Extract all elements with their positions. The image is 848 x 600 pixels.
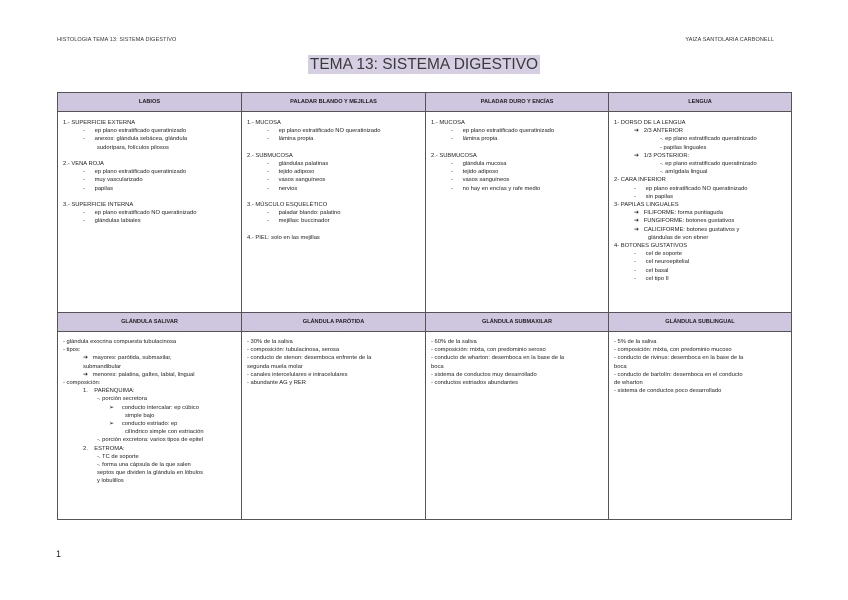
cell-line: cilíndrico simple con estriación — [125, 429, 204, 436]
cell-line: - vasos sanguíneos — [267, 177, 326, 184]
cell-line: ➔ 2/3 ANTERIOR — [634, 128, 683, 135]
cell-line: - tejido adiposo — [451, 169, 499, 176]
content-row-2 — [58, 332, 792, 520]
cell-line — [247, 193, 420, 201]
cell-line: - muy vascularizado — [83, 177, 143, 184]
cell-line: - ep plano estratificado queratinizado — [83, 128, 187, 135]
cell-line: 1. PARÉNQUIMA: — [83, 388, 135, 395]
cell-line: 3.- SUPERFICIE INTERNA — [63, 202, 134, 209]
cell-line: - conductos estriados abundantes — [431, 380, 519, 387]
cell-line: 2.- SUBMUCOSA — [247, 152, 293, 159]
cell-line: ➔ FILIFORME: forma puntiaguda — [634, 210, 723, 217]
running-header-left: HISTOLOGIA TEMA 13: SISTEMA DIGESTIVO — [57, 37, 177, 43]
cell-line: - glándula mucosa — [451, 161, 507, 168]
cell-line: - composición: — [63, 380, 101, 387]
cell-line: - glándula exocrina compuesta tubulacinosa — [63, 339, 177, 345]
cell-line — [247, 144, 420, 152]
cell-line: ➔ mayores: parótida, submaxilar, — [83, 355, 172, 362]
cell-line: - composición: mixta, con predominio mucoso — [614, 347, 732, 354]
header-row-2 — [58, 313, 792, 332]
cell-line: - cel basal — [634, 267, 669, 274]
cell-line: - papilas — [83, 185, 113, 192]
cell-line: de wharton — [614, 380, 643, 387]
cell-line: - ep plano estratificado NO queratinizado — [83, 210, 197, 217]
cell-line: - abundante AG y RER — [247, 380, 306, 387]
title-wrapper — [0, 55, 848, 74]
cell-line: - lámina propia — [451, 136, 498, 143]
column-header-glandula-parotida: GLÁNDULA PARÓTIDA — [242, 313, 426, 332]
cell-line: 2.- VENA ROJA — [63, 161, 104, 168]
column-header-glandula-sublingual: GLÁNDULA SUBLINGUAL — [609, 313, 792, 332]
running-header-right: YAIZA SANTOLARIA CARBONELL — [685, 37, 774, 43]
cell-line: - vasos sanguíneos — [451, 177, 510, 184]
cell-line: - nervios — [267, 185, 298, 192]
cell-line: - conducto de wharton: desemboca en la base de la — [431, 355, 565, 362]
cell-line: 3- PAPILAS LINGUALES — [614, 202, 679, 209]
cell-line: -. porción excretora: varios tipos de epitel — [97, 437, 204, 444]
cell-line — [247, 226, 420, 234]
cell-line: - ep plano estratificado queratinizado — [83, 169, 187, 176]
cell-line: -. forma una cápsula de la que salen — [97, 462, 191, 469]
header-row-1 — [58, 93, 792, 112]
cell-line: - ep plano estratificado NO queratinizado — [634, 185, 748, 192]
cell-line: - composición: tubulacinosa, serosa — [247, 347, 340, 354]
cell-line: - cel neuroepitelial — [634, 259, 690, 266]
cell-paladar-blando — [242, 112, 426, 313]
cell-line: 2. ESTROMA: — [83, 445, 125, 452]
cell-line — [63, 193, 236, 201]
column-header-paladar-duro: PALADAR DURO Y ENCÍAS — [426, 93, 609, 112]
cell-line: - 30% de la saliva — [247, 339, 293, 345]
cell-line: - conducto de stenon: desemboca enfrente de la — [247, 355, 372, 362]
cell-line: 1- DORSO DE LA LENGUA — [614, 120, 686, 126]
cell-line: - mejillas: buccinador — [267, 218, 330, 225]
cell-line: - sin papilas — [634, 193, 673, 200]
cell-line: - glándulas palatinas — [267, 161, 329, 168]
cell-line: - sistema de conductos poco desarrollado — [614, 388, 722, 395]
cell-line: - composición: mixta, con predominio seroso — [431, 347, 546, 354]
cell-line: glándulas de von ebner — [648, 234, 709, 241]
cell-line: 4- BOTONES GUSTATIVOS — [614, 243, 688, 250]
cell-line: - glándulas labiales — [83, 218, 141, 225]
cell-line: ➔ menores: palatina, gaItes, labial, lingual — [83, 371, 195, 378]
cell-line — [431, 144, 603, 152]
cell-line: sudorípara, folículos pilosos — [97, 144, 169, 151]
cell-line: - ep plano estratificado queratinizado — [451, 128, 555, 135]
cell-line: - papilas linguales — [660, 144, 707, 151]
cell-line: 3.- MÚSCULO ESQUELÉTICO — [247, 202, 328, 209]
cell-line: 1.- SUPERFICIE EXTERNA — [63, 120, 136, 126]
cell-line: 1.- MUCOSA — [247, 120, 281, 126]
cell-line: ➔ CALICIFORME: botones gustativos y — [634, 226, 740, 233]
cell-line: - anexos: glándula sebácea, glándula — [83, 136, 188, 143]
cell-line: - cel tipo II — [634, 275, 669, 282]
cell-line: - ep plano estratificado NO queratinizado — [267, 128, 381, 135]
cell-line: -. amígdala lingual — [660, 169, 708, 176]
cell-line: septos que dividen la glándula en lóbulos — [97, 470, 204, 477]
column-header-labios: LABIOS — [58, 93, 242, 112]
cell-line: - sistema de conductos muy desarrollado — [431, 371, 537, 378]
cell-glandula-salivar — [58, 332, 242, 520]
cell-line: simple bajo — [125, 412, 155, 419]
cell-line: - 60% de la saliva — [431, 339, 477, 345]
cell-line: - 5% de la saliva — [614, 339, 657, 345]
cell-glandula-submaxilar — [426, 332, 609, 520]
cell-line: ➔ FUNGIFORME: botones gustativos — [634, 218, 735, 225]
cell-lengua — [609, 112, 792, 313]
cell-line: y lobulillos — [97, 478, 124, 485]
cell-line — [63, 152, 236, 160]
cell-line: - canales intercelulares e intracelulares — [247, 371, 348, 378]
page-title: TEMA 13: SISTEMA DIGESTIVO — [309, 56, 539, 73]
page-number: 1 — [56, 549, 62, 559]
cell-line: ➔ 1/3 POSTERIOR: — [634, 152, 690, 159]
column-header-glandula-submaxilar: GLÁNDULA SUBMAXILAR — [426, 313, 609, 332]
cell-line: - no hay en encías y rafe medio — [451, 185, 541, 192]
cell-glandula-sublingual — [609, 332, 792, 520]
cell-line: - paladar blando: palatino — [267, 210, 341, 217]
cell-line: 2.- SUBMUCOSA — [431, 152, 477, 159]
cell-line: -. TC de soporte — [97, 453, 139, 460]
cell-line: -. ep plano estratificado queratinizado — [660, 161, 757, 168]
cell-line: segunda muela molar — [247, 363, 303, 370]
cell-paladar-duro — [426, 112, 609, 313]
column-header-lengua: LENGUA — [609, 93, 792, 112]
cell-line: boca — [431, 363, 444, 370]
content-table — [57, 92, 792, 520]
cell-line: - conducto de rivinus: desemboca en la base de la — [614, 355, 744, 362]
cell-line: submandibular — [83, 363, 122, 370]
cell-line: - tejido adiposo — [267, 169, 315, 176]
cell-labios — [58, 112, 242, 313]
cell-line: -. porción secretora — [97, 396, 147, 403]
content-row-1 — [58, 112, 792, 313]
cell-line: - conducto de bartolín: desemboca en el conducto — [614, 371, 743, 378]
cell-line: - tipos: — [63, 347, 81, 354]
cell-line: ➢ conducto intercalar: ep cúbico — [109, 404, 199, 411]
column-header-paladar-blando: PALADAR BLANDO Y MEJILLAS — [242, 93, 426, 112]
cell-line: - lámina propia — [267, 136, 314, 143]
cell-line: -. ep plano estratificado queratinizado — [660, 136, 757, 143]
cell-line: boca — [614, 363, 627, 370]
cell-line: 2- CARA INFERIOR — [614, 177, 666, 184]
cell-line: 1.- MUCOSA — [431, 120, 465, 126]
column-header-glandula-salivar: GLÁNDULA SALIVAR — [58, 313, 242, 332]
cell-line: ➢ conducto estriado: ep — [109, 421, 178, 428]
cell-line: - cel de soporte — [634, 251, 683, 258]
cell-glandula-parotida — [242, 332, 426, 520]
cell-line: 4.- PIEL: solo en las mejillas — [247, 234, 320, 241]
